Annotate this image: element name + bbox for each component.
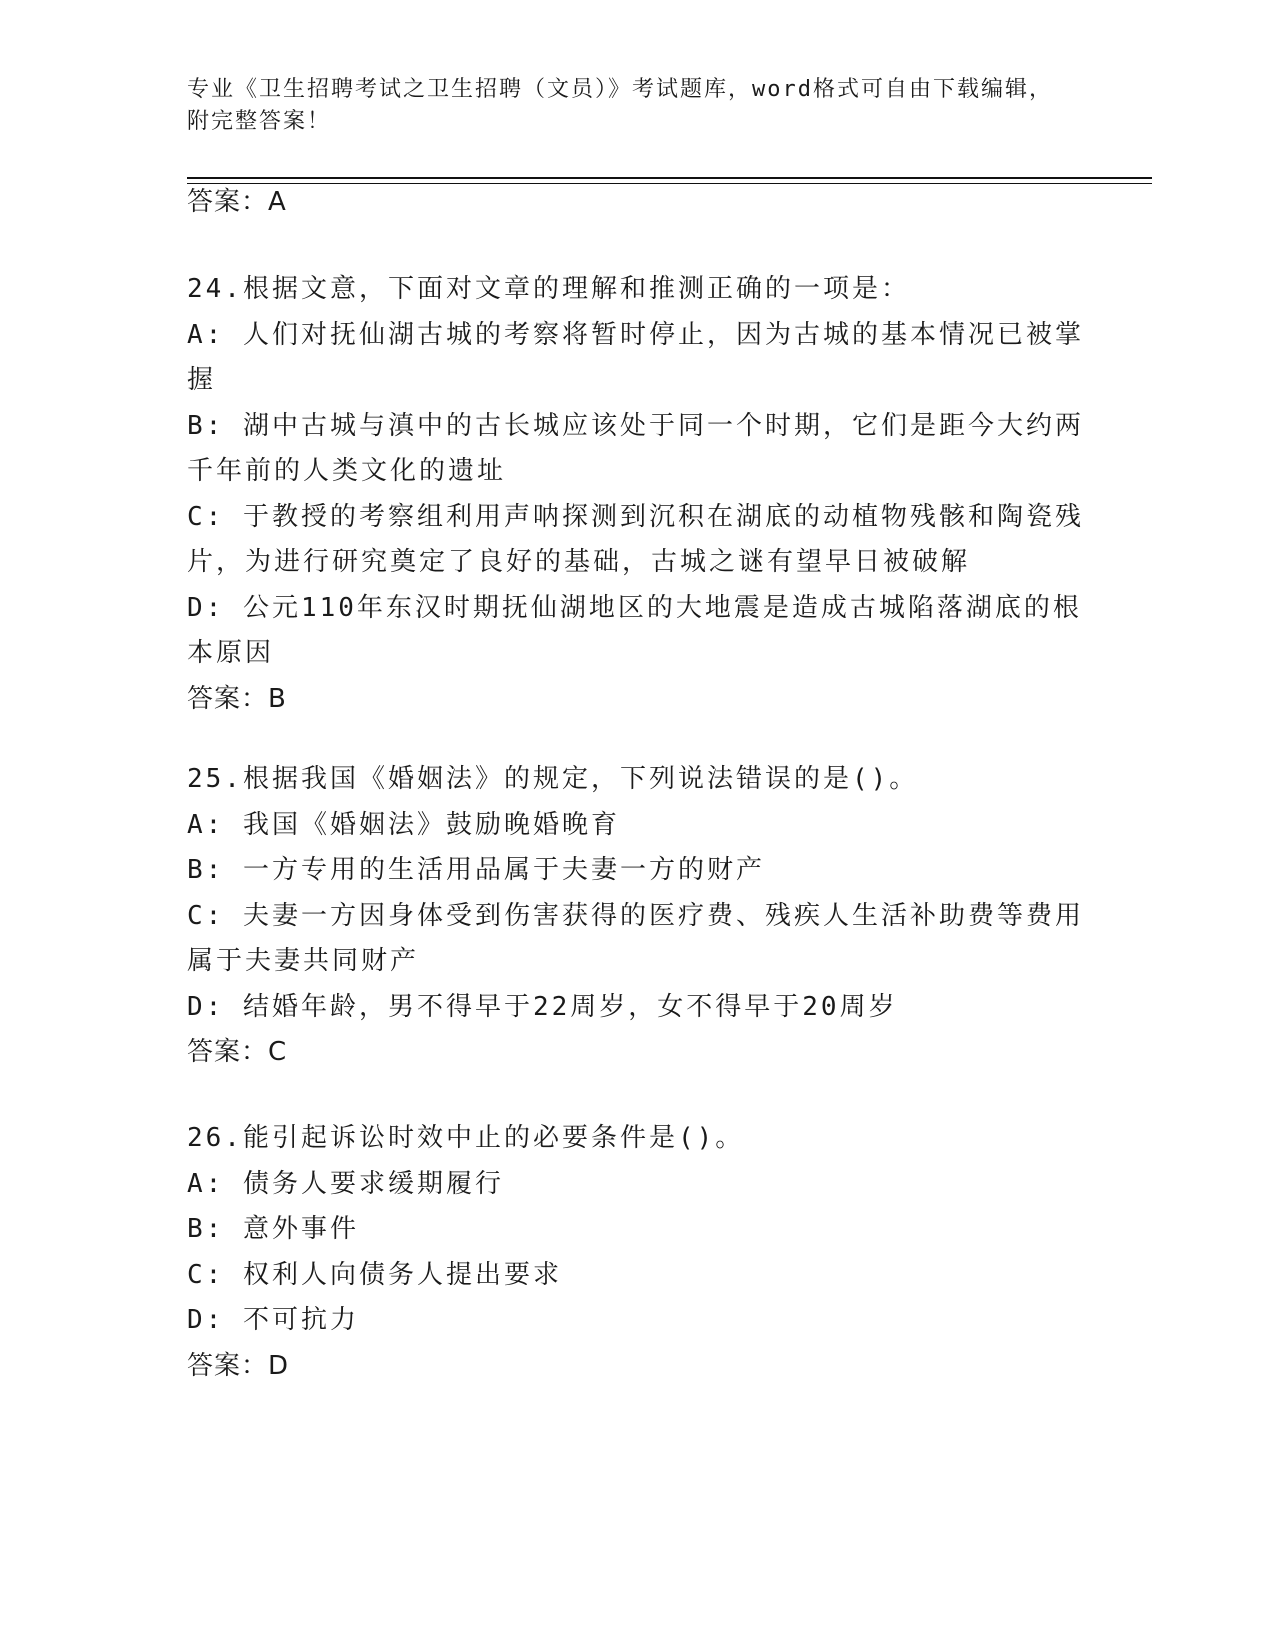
option-d: D: 不可抗力 [187,1305,359,1335]
option-b: B: 湖中古城与滇中的古长城应该处于同一个时期，它们是距今大约两 [187,410,1084,441]
question-26 [187,1116,1087,1389]
option-d-continued: 本原因 [187,638,275,668]
option-b-continued: 千年前的人类文化的遗址 [187,456,507,486]
option-c-continued: 片，为进行研究奠定了良好的基础，古城之谜有望早日被破解 [187,547,971,577]
option-c: C: 夫妻一方因身体受到伤害获得的医疗费、残疾人生活补助费等费用 [187,900,1084,931]
option-b: B: 意外事件 [187,1214,359,1244]
option-c: C: 权利人向债务人提出要求 [187,1259,562,1290]
option-b: B: 一方专用的生活用品属于夫妻一方的财产 [187,855,765,885]
question-25 [187,757,1087,1076]
answer-label: 答案：A [187,187,287,217]
option-a: A: 我国《婚姻法》鼓励晚婚晚育 [187,809,620,840]
option-a-continued: 握 [187,365,217,395]
document-header: 专业《卫生招聘考试之卫生招聘（文员）》考试题库，word格式可自由下载编辑，附完整答案！ [187,77,1053,134]
option-c-continued: 属于夫妻共同财产 [187,946,420,976]
question-stem: 25.根据我国《婚姻法》的规定，下列说法错误的是()。 [187,764,919,794]
previous-answer-block [187,180,1087,226]
option-d: D: 公元110年东汉时期抚仙湖地区的大地震是造成古城陷落湖底的根 [187,592,1082,623]
question-24 [187,267,1087,722]
option-a: A: 债务人要求缓期履行 [187,1168,504,1199]
option-a: A: 人们对抚仙湖古城的考察将暂时停止，因为古城的基本情况已被掌 [187,319,1084,350]
option-d: D: 结婚年龄，男不得早于22周岁，女不得早于20周岁 [187,991,898,1022]
header-divider [187,177,1152,179]
option-c: C: 于教授的考察组利用声呐探测到沉积在湖底的动植物残骸和陶瓷残 [187,501,1084,532]
answer-label: 答案：B [187,683,287,714]
answer-label: 答案：C [187,1037,288,1067]
answer-label: 答案：D [187,1350,290,1381]
question-stem: 26.能引起诉讼时效中止的必要条件是()。 [187,1123,745,1153]
question-stem: 24.根据文意，下面对文章的理解和推测正确的一项是： [187,274,910,304]
